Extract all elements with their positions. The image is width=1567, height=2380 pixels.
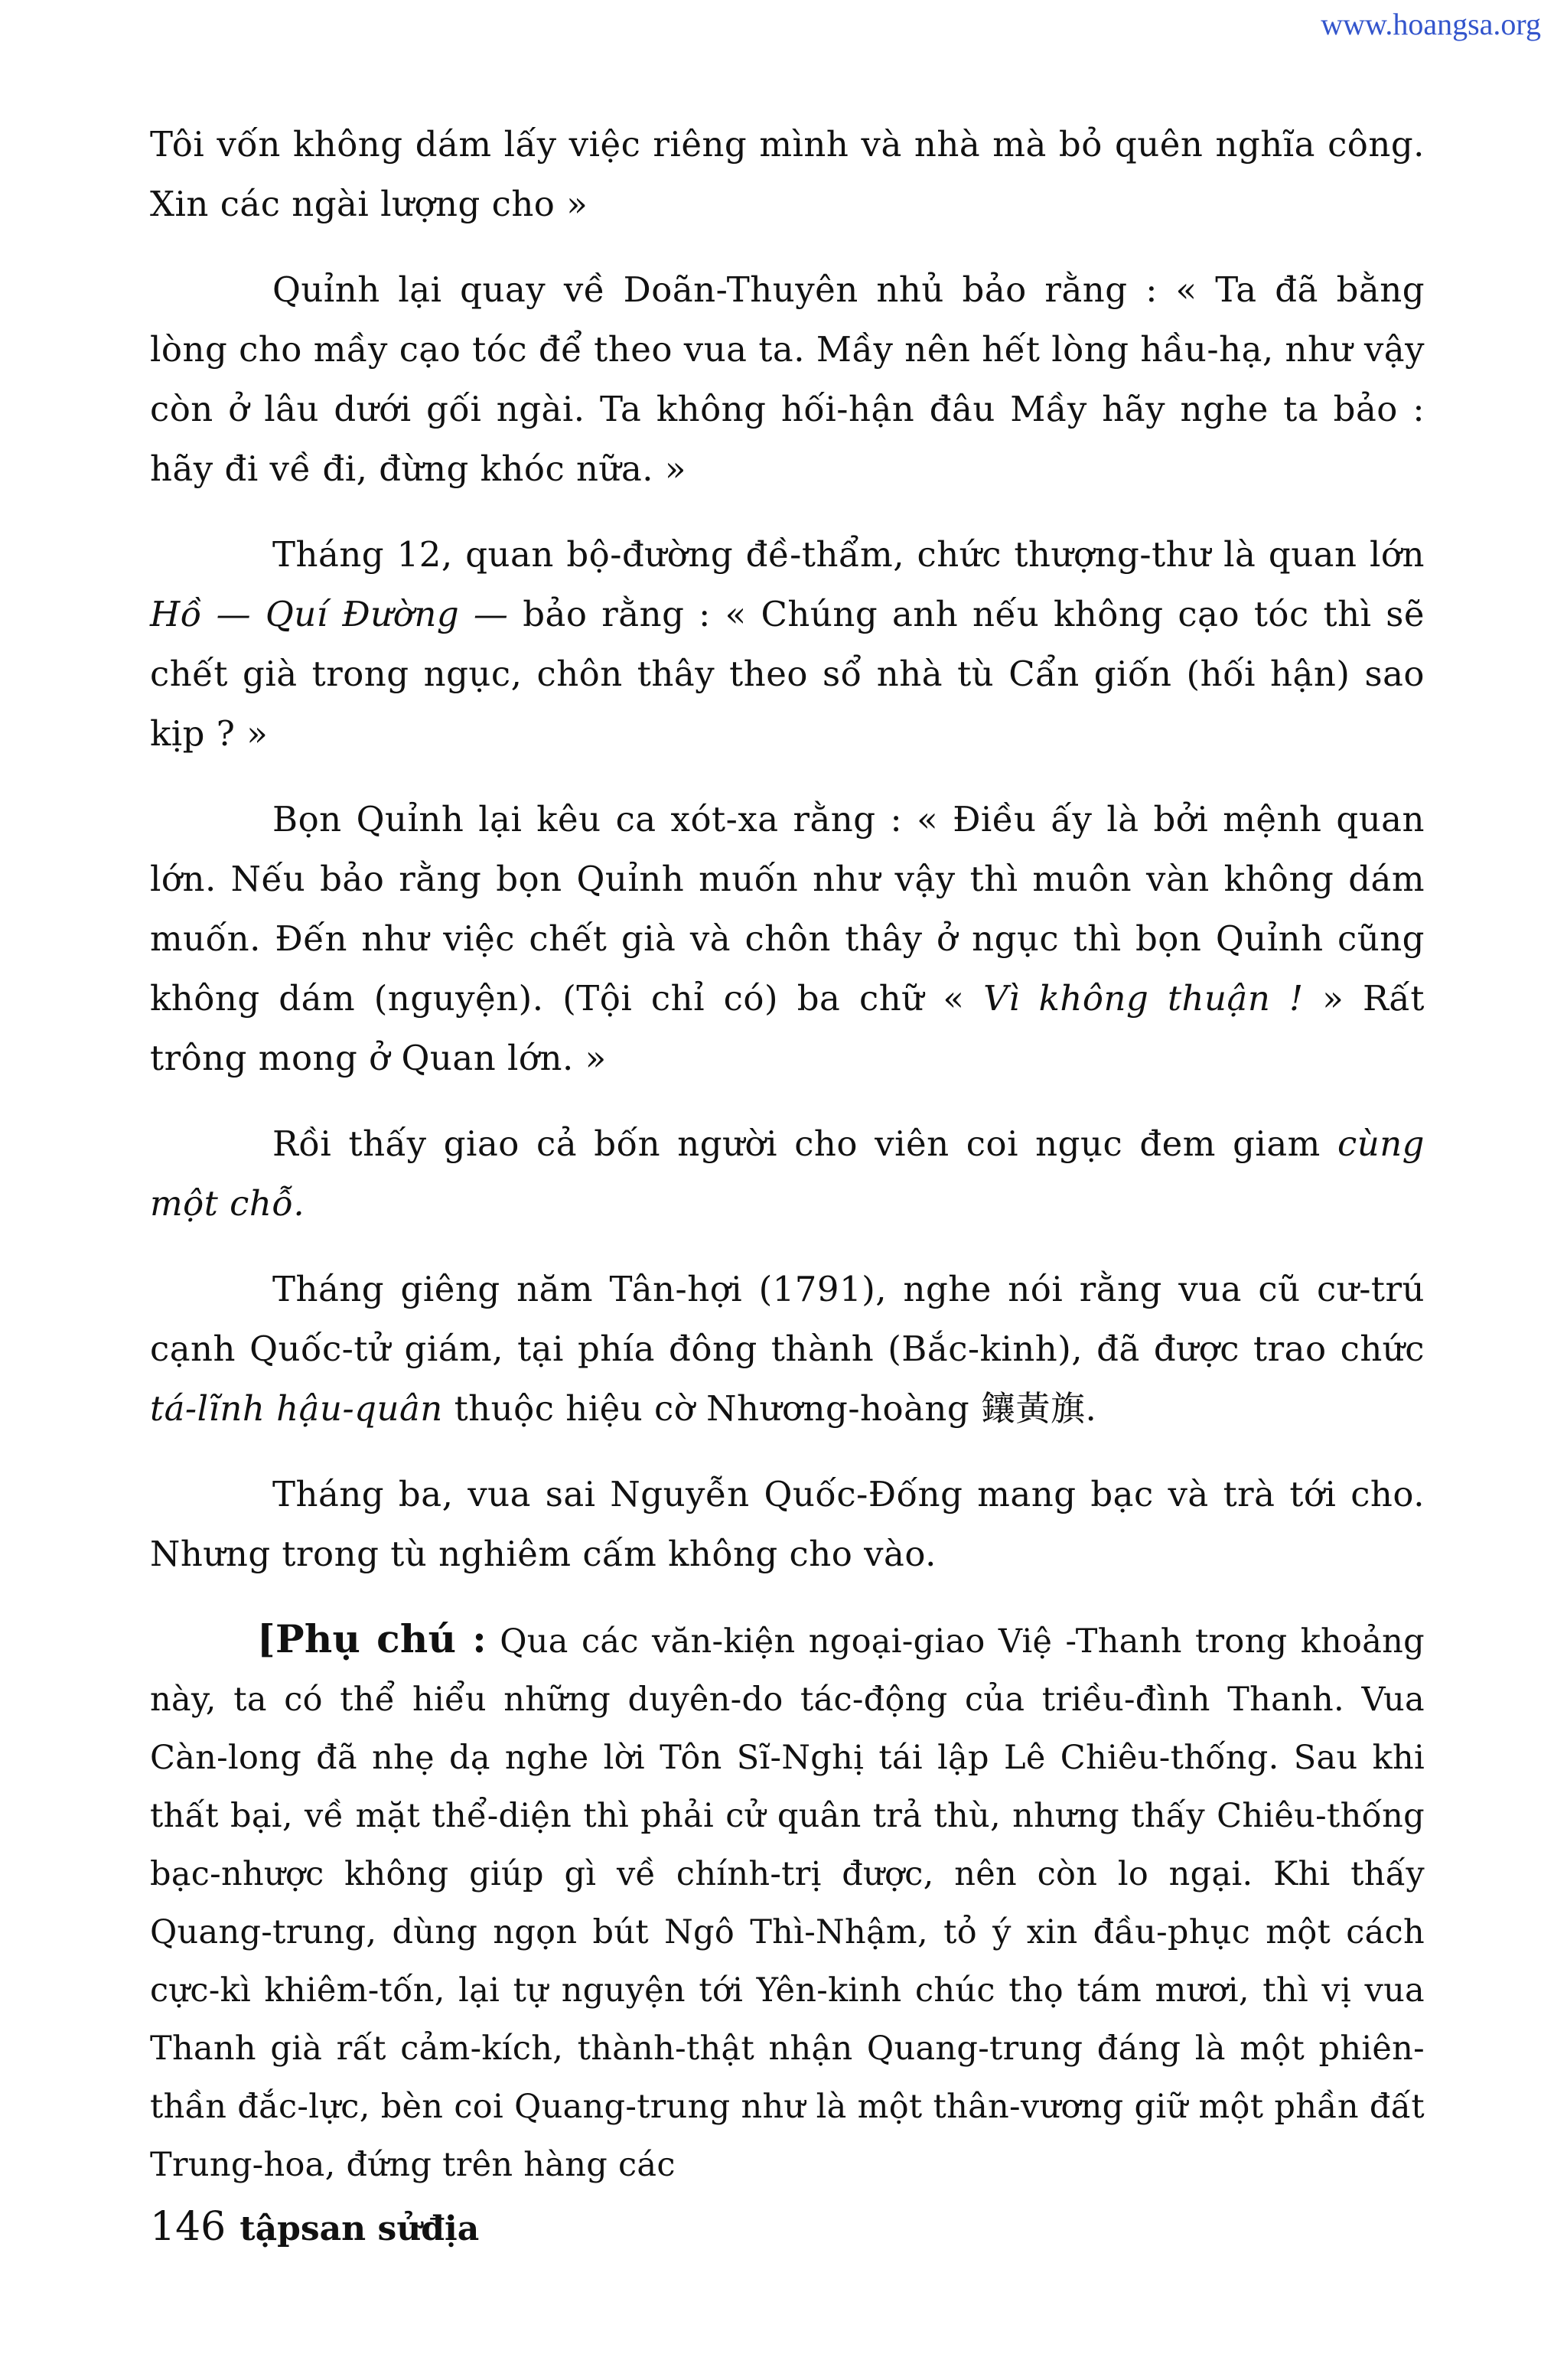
paragraph-3-italic: Hồ — Quí Đường —: [150, 594, 509, 634]
paragraph-4-text-a: Bọn Quỉnh lại kêu ca xót-xa rằng : « Điều ấy là bởi mệnh quan lớn. Nếu bảo rằng bọn Quỉnh muốn như vậy thì muôn vàn không dám muốn. Đến như việc chết già và chôn thây ở ngục thì bọn Quỉnh cũng không dám (nguyện). (Tội chỉ có) ba chữ «: [150, 799, 1425, 1019]
note-text: Qua các văn-kiện ngoại-giao Việ -Thanh trong khoảng này, ta có thể hiểu những duyên-do tác-động của triều-đình Thanh. Vua Càn-long đã nhẹ dạ nghe lời Tôn Sĩ-Nghị tái lập Lê Chiêu-thống. Sau khi thất bại, về mặt thể-diện thì phải cử quân trả thù, nhưng thấy Chiêu-thống bạc-nhược không giúp gì về chính-trị được, nên còn lo ngại. Khi thấy Quang-trung, dùng ngọn bút Ngô Thì-Nhậm, tỏ ý xin đầu-phục một cách cực-kì khiêm-tốn, lại tự nguyện tới Yên-kinh chúc thọ tám mươi, thì vị vua Thanh già rất cảm-kích, thành-thật nhận Quang-trung đáng là một phiên-thần đắc-lực, bèn coi Quang-trung như là một thân-vương giữ một phần đất Trung-hoa, đứng trên hàng các: [150, 1622, 1425, 2184]
paragraph-1: Tôi vốn không dám lấy việc riêng mình và nhà mà bỏ quên nghĩa công. Xin các ngài lượng cho »: [150, 124, 1425, 224]
paragraph-6-italic: tá-lĩnh hậu-quân: [150, 1388, 443, 1429]
footnote-note: [150, 1610, 1425, 2194]
page-footer: [150, 2204, 479, 2250]
page-body: [150, 115, 1425, 2194]
paragraph-6-text-b: thuộc hiệu cờ Nhương-hoàng 鑲黃旗.: [442, 1388, 1097, 1429]
paragraph-5: [150, 1114, 1425, 1234]
note-label: [Phụ chú :: [257, 1616, 487, 1661]
paragraph-7: Tháng ba, vua sai Nguyễn Quốc-Đống mang bạc và trà tới cho. Nhưng trong tù nghiêm cấm không cho vào.: [150, 1474, 1425, 1574]
paragraph-3: [150, 525, 1425, 764]
journal-masthead: tậpsan sửđịa: [239, 2209, 480, 2248]
paragraph-4: [150, 790, 1425, 1088]
paragraph-5-italic: cùng một chỗ.: [150, 1123, 1425, 1224]
paragraph-2: Quỉnh lại quay về Doãn-Thuyên nhủ bảo rằng : « Ta đã bằng lòng cho mầy cạo tóc để theo vua ta. Mầy nên hết lòng hầu-hạ, như vậy còn ở lâu dưới gối ngài. Ta không hối-hận đâu Mầy hãy nghe ta bảo : hãy đi về đi, đừng khóc nữa. »: [150, 269, 1425, 489]
paragraph-6-text-a: Tháng giêng năm Tân-hợi (1791), nghe nói rằng vua cũ cư-trú cạnh Quốc-tử giám, tại phía đông thành (Bắc-kinh), đã được trao chức: [150, 1269, 1425, 1369]
watermark[interactable]: www.hoangsa.org: [1321, 7, 1541, 41]
paragraph-3-text-b: bảo rằng : « Chúng anh nếu không cạo tóc thì sẽ chết già trong ngục, chôn thây theo sổ nhà tù Cẩn giốn (hối hận) sao kịp ? »: [150, 594, 1425, 754]
paragraph-4-text-b: » Rất trông mong ở Quan lớn. »: [150, 978, 1425, 1078]
paragraph-6: [150, 1260, 1425, 1439]
paragraph-4-italic: Vì không thuận !: [983, 978, 1304, 1019]
paragraph-3-text-a: Tháng 12, quan bộ-đường đề-thẩm, chức thượng-thư là quan lớn: [272, 534, 1425, 575]
page-number: 146: [150, 2204, 226, 2250]
paragraph-5-text-a: Rồi thấy giao cả bốn người cho viên coi ngục đem giam: [272, 1123, 1338, 1164]
